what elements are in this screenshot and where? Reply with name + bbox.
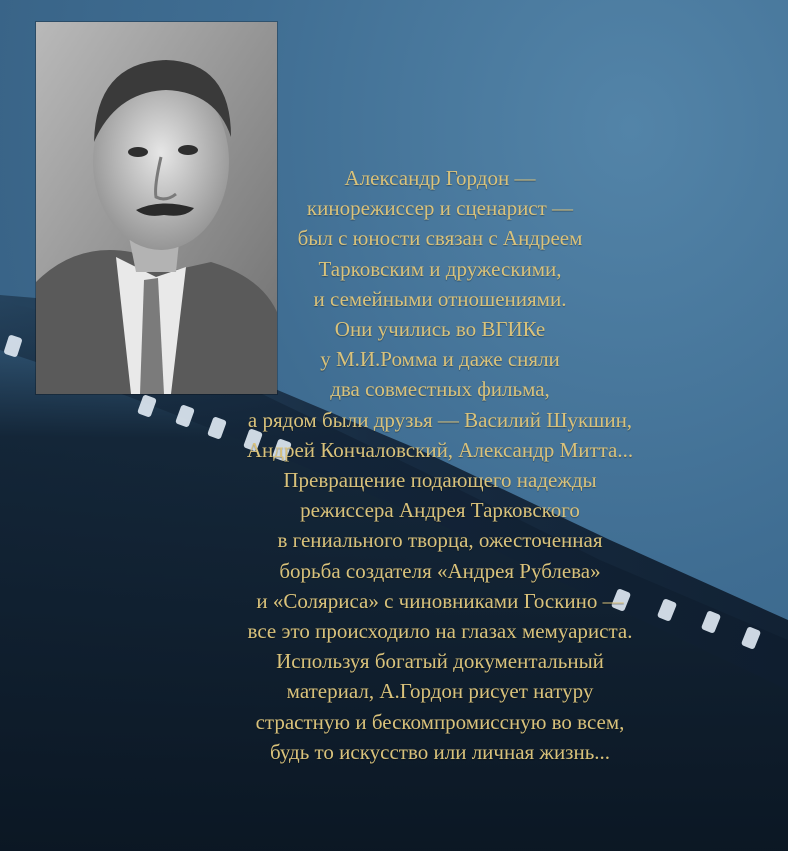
blurb-line: страстную и бескомпромиссную во всем, — [255, 709, 625, 734]
blurb-line: все это происходило на глазах мемуариста. — [247, 619, 633, 644]
blurb-line: Используя богатый документальный — [276, 649, 604, 674]
blurb-line: в гениального творца, ожесточенная — [277, 528, 603, 553]
blurb-line: материал, А.Гордон рисует натуру — [286, 679, 594, 704]
blurb-line: кинорежиссер и сценарист — — [306, 196, 574, 221]
blurb-line: Они учились во ВГИКе — [334, 317, 546, 342]
blurb-line: два совместных фильма, — [330, 377, 550, 402]
book-description-text — [150, 163, 730, 833]
blurb-line: был с юности связан с Андреем — [297, 226, 583, 251]
blurb-line: Превращение подающего надежды — [283, 468, 597, 493]
blurb-line: Андрей Кончаловский, Александр Митта... — [246, 437, 634, 462]
blurb-line: и семейными отношениями. — [313, 286, 567, 311]
blurb-line: у М.И.Ромма и даже сняли — [320, 347, 560, 372]
blurb-line: будь то искусство или личная жизнь... — [269, 739, 611, 764]
blurb-line: и «Соляриса» с чиновниками Госкино — — [256, 588, 624, 613]
blurb-line: а рядом были друзья — Василий Шукшин, — [247, 407, 633, 432]
blurb-line: Александр Гордон — — [344, 166, 536, 190]
blurb-line: Тарковским и дружескими, — [318, 256, 562, 281]
blurb-line: режиссера Андрея Тарковского — [300, 498, 580, 523]
blurb-line: борьба создателя «Андрея Рублева» — [279, 558, 601, 583]
